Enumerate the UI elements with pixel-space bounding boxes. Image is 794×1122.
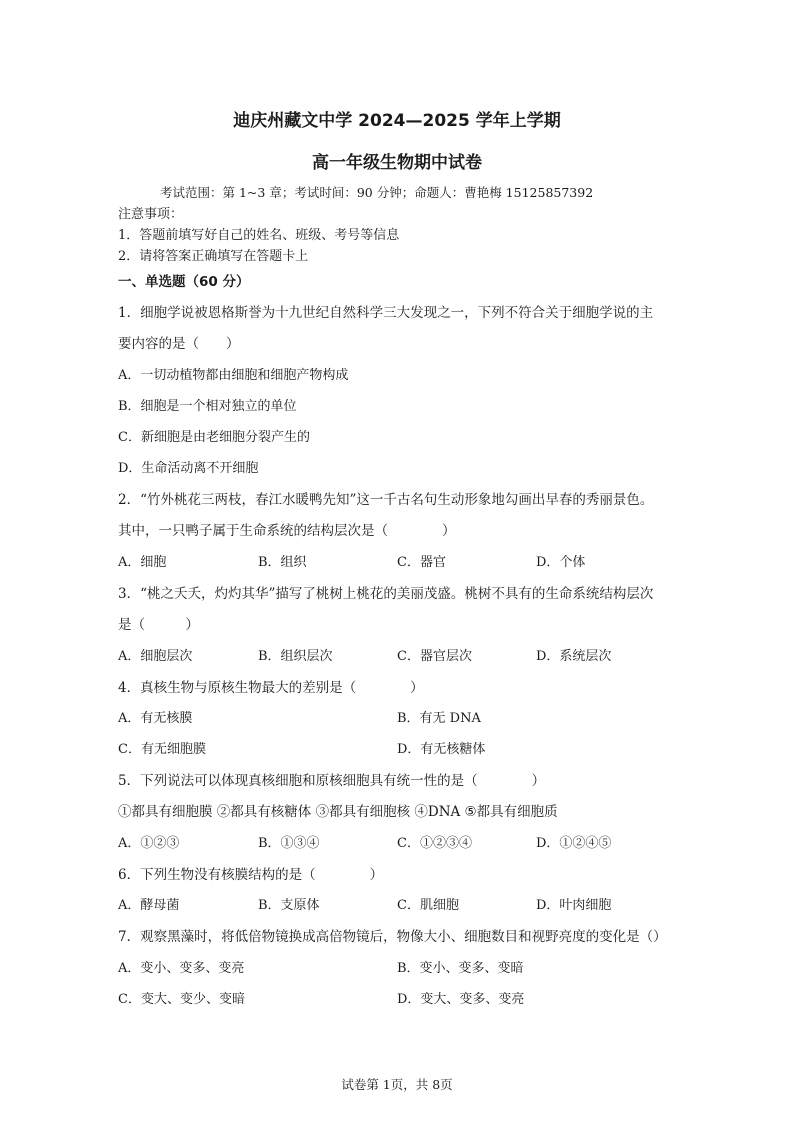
option: C．新细胞是由老细胞分裂产生的 (118, 430, 310, 445)
question-stem: 6．下列生物没有核膜结构的是（ ） (118, 867, 384, 883)
option: C．变大、变少、变暗 (118, 992, 245, 1007)
question-stem: 是（ ） (118, 617, 199, 633)
option: B．①③④ (258, 836, 320, 851)
question-stem: 1．细胞学说被恩格斯誉为十九世纪自然科学三大发现之一，下列不符合关于细胞学说的主 (118, 305, 654, 321)
option: A．变小、变多、变亮 (118, 961, 245, 976)
section-heading: 一、单选题（60 分） (118, 274, 250, 290)
question-stem: 要内容的是（ ） (118, 336, 240, 352)
option: B．支原体 (258, 898, 320, 913)
note-item: 2．请将答案正确填写在答题卡上 (118, 249, 309, 264)
question-stem: 5．下列说法可以体现真核细胞和原核细胞具有统一性的是（ ） (118, 773, 546, 789)
question-stem: 2．“竹外桃花三两枝，春江水暖鸭先知”这一千古名句生动形象地勾画出早春的秀丽景色。 (118, 492, 654, 508)
option: C．肌细胞 (397, 898, 459, 913)
option: D．叶肉细胞 (536, 898, 612, 913)
exam-title-subject: 高一年级生物期中试卷 (312, 153, 482, 173)
option: D．有无核糖体 (397, 742, 486, 757)
question-stem: 4．真核生物与原核生物最大的差别是（ ） (118, 680, 424, 696)
option: B．变小、变多、变暗 (397, 961, 524, 976)
option: A．细胞层次 (118, 649, 193, 664)
question-stem: 3．“桃之夭夭，灼灼其华”描写了桃树上桃花的美丽茂盛。桃树不具有的生命系统结构层次 (118, 586, 654, 602)
option: A．酵母菌 (118, 898, 180, 913)
option: A．有无核膜 (118, 711, 193, 726)
page-footer: 试卷第 1页，共 8页 (341, 1077, 453, 1092)
option: C．①②③④ (397, 836, 472, 851)
option: C．器官层次 (397, 649, 472, 664)
option: D．生命活动离不开细胞 (118, 461, 259, 476)
option: B．细胞是一个相对独立的单位 (118, 399, 297, 414)
option: A．细胞 (118, 555, 167, 570)
note-item: 1．答题前填写好自己的姓名、班级、考号等信息 (118, 228, 400, 243)
exam-meta: 考试范围：第 1~3 章；考试时间：90 分钟；命题人：曹艳梅 15125857392 (160, 185, 594, 200)
option: D．系统层次 (536, 649, 612, 664)
option: D．个体 (536, 555, 586, 570)
option: D．①②④⑤ (536, 836, 612, 851)
question-stem: 7．观察黑藻时，将低倍物镜换成高倍物镜后，物像大小、细胞数目和视野亮度的变化是（） (118, 929, 667, 945)
option: B．组织层次 (258, 649, 333, 664)
notes-heading: 注意事项： (118, 207, 184, 222)
option: A．①②③ (118, 836, 180, 851)
option: D．变大、变多、变亮 (397, 992, 525, 1007)
option: B．组织 (258, 555, 307, 570)
exam-title-school: 迪庆州藏文中学 2024—2025 学年上学期 (233, 111, 561, 131)
option: C．器官 (397, 555, 446, 570)
question-stem: ①都具有细胞膜 ②都具有核糖体 ③都具有细胞核 ④DNA ⑤都具有细胞质 (118, 804, 558, 820)
option: C．有无细胞膜 (118, 742, 206, 757)
option: A．一切动植物都由细胞和细胞产物构成 (118, 368, 349, 383)
question-stem: 其中，一只鸭子属于生命系统的结构层次是（ ） (118, 523, 456, 539)
option: B．有无 DNA (397, 711, 481, 726)
